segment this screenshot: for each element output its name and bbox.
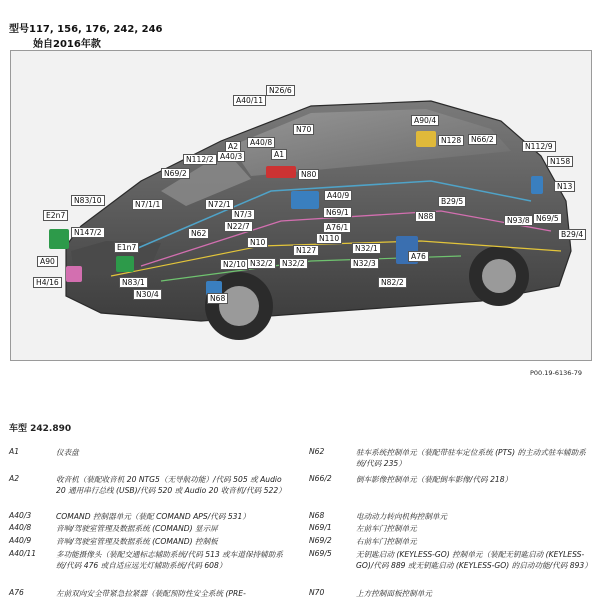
label-e1n7: E1n7 bbox=[114, 242, 139, 253]
label-a90-4: A90/4 bbox=[411, 115, 439, 126]
code-a40-11: A40/11 bbox=[9, 549, 37, 558]
code-a40-3: A40/3 bbox=[9, 511, 32, 520]
label-n30-4: N30/4 bbox=[133, 289, 162, 300]
desc-a40-3: COMAND 控制器单元（装配 COMAND APS/代码 531） bbox=[56, 512, 250, 521]
label-n66-2: N66/2 bbox=[468, 134, 497, 145]
desc-a2: 收音机（装配收音机 20 NTG5（无导航功能）/代码 505 或 Audio 20 通用串行总线 (USB)/代码 520 或 Audio 20 收音机/代码 522） bbox=[56, 475, 286, 495]
desc-n70: 上方控制面板控制单元 bbox=[356, 589, 432, 598]
label-n70: N70 bbox=[293, 124, 314, 135]
label-n110: N110 bbox=[316, 233, 342, 244]
label-b29-4: B29/4 bbox=[558, 229, 586, 240]
label-n127: N127 bbox=[293, 245, 319, 256]
label-n83-1: N83/1 bbox=[119, 277, 148, 288]
label-h4-16: H4/16 bbox=[33, 277, 62, 288]
label-n72-1: N72/1 bbox=[205, 199, 234, 210]
label-n128: N128 bbox=[438, 135, 464, 146]
label-a76: A76 bbox=[408, 251, 429, 262]
label-n158: N158 bbox=[547, 156, 573, 167]
label-n147-2: N147/2 bbox=[71, 227, 105, 238]
desc-a1: 仪表盘 bbox=[56, 448, 79, 457]
label-a1: A1 bbox=[271, 149, 287, 160]
label-n32-2a: N32/2 bbox=[279, 258, 308, 269]
desc-n69-5: 无钥匙启动 (KEYLESS-GO) 控制单元（装配无钥匙启动 (KEYLESS-GO)/代码 889 或无钥匙启动 (KEYLESS-GO) 的启动功能/代码 893） bbox=[356, 550, 592, 570]
code-a1: A1 bbox=[9, 447, 20, 456]
code-n62: N62 bbox=[309, 447, 325, 456]
code-n70: N70 bbox=[309, 588, 325, 597]
label-n69-5: N69/5 bbox=[533, 213, 562, 224]
label-a40-9: A40/9 bbox=[324, 190, 352, 201]
code-n69-2: N69/2 bbox=[309, 536, 332, 545]
label-b29-5: B29/5 bbox=[438, 196, 466, 207]
label-a2: A2 bbox=[225, 141, 241, 152]
label-n83-10: N83/10 bbox=[71, 195, 105, 206]
code-a2: A2 bbox=[9, 474, 20, 483]
code-n66-2: N66/2 bbox=[309, 474, 332, 483]
model-year: 始自2016年款 bbox=[33, 39, 101, 50]
label-n32-3: N32/3 bbox=[350, 258, 379, 269]
label-a76-1: A76/1 bbox=[323, 222, 351, 233]
label-a40-3: A40/3 bbox=[217, 151, 245, 162]
desc-n66-2: 倒车影像控制单元（装配倒车影像/代码 218） bbox=[356, 475, 513, 484]
desc-a40-8: 音响/驾驶室管理及数据系统 (COMAND) 显示屏 bbox=[56, 524, 218, 533]
label-n32-1: N32/1 bbox=[352, 243, 381, 254]
code-a40-8: A40/8 bbox=[9, 523, 32, 532]
label-n68: N68 bbox=[207, 293, 228, 304]
label-n7-3: N7/3 bbox=[231, 209, 255, 220]
code-n69-5: N69/5 bbox=[309, 549, 332, 558]
label-n22-7: N22/7 bbox=[224, 221, 253, 232]
model-numbers: 117, 156, 176, 242, 246 bbox=[29, 24, 163, 35]
label-a40-11: A40/11 bbox=[233, 95, 266, 106]
label-n26-6: N26/6 bbox=[266, 85, 295, 96]
label-n69-1: N69/1 bbox=[323, 207, 352, 218]
model-line bbox=[9, 20, 163, 35]
label-n13: N13 bbox=[554, 181, 575, 192]
code-n68: N68 bbox=[309, 511, 325, 520]
label-n69-2: N69/2 bbox=[161, 168, 190, 179]
desc-a76: 左前双向安全带紧急拉紧器（装配预防性安全系统 (PRE- bbox=[56, 589, 246, 598]
label-n112-2: N112/2 bbox=[183, 154, 217, 165]
label-e2n7: E2n7 bbox=[43, 210, 68, 221]
label-n93-8: N93/8 bbox=[504, 215, 533, 226]
label-n112-9: N112/9 bbox=[522, 141, 556, 152]
label-n80: N80 bbox=[298, 169, 319, 180]
label-a90: A90 bbox=[37, 256, 58, 267]
vehicle-illustration bbox=[11, 51, 592, 361]
figure-reference-code: P00.19-6136-79 bbox=[530, 369, 583, 377]
label-n62: N62 bbox=[188, 228, 209, 239]
desc-n68: 电动动力转向机构控制单元 bbox=[356, 512, 448, 521]
vehicle-diagram bbox=[10, 50, 592, 361]
code-n69-1: N69/1 bbox=[309, 523, 332, 532]
desc-n69-2: 右前车门控制单元 bbox=[356, 537, 417, 546]
desc-n69-1: 左前车门控制单元 bbox=[356, 524, 417, 533]
label-n88: N88 bbox=[415, 211, 436, 222]
label-n10: N10 bbox=[247, 237, 268, 248]
code-a40-9: A40/9 bbox=[9, 536, 32, 545]
section-title: 车型 242.890 bbox=[9, 424, 72, 434]
code-a76: A76 bbox=[9, 588, 24, 597]
label-n82-2: N82/2 bbox=[378, 277, 407, 288]
desc-a40-11: 多功能摄像头（装配交通标志辅助系统/代码 513 或车道保持辅助系统/代码 476 或自适应远光灯辅助系统/代码 608） bbox=[56, 550, 283, 570]
desc-n62: 驻车系统控制单元（装配带驻车定位系统 (PTS) 的主动式驻车辅助系统/代码 235） bbox=[356, 448, 586, 468]
label-n32-2b: N32/2 bbox=[247, 258, 276, 269]
label-n2-10: N2/10 bbox=[220, 259, 249, 270]
label-a40-8: A40/8 bbox=[247, 137, 275, 148]
model-prefix: 型号 bbox=[9, 24, 29, 35]
desc-a40-9: 音响/驾驶室管理及数据系统 (COMAND) 控制板 bbox=[56, 537, 218, 546]
label-n7-1-1: N7/1/1 bbox=[132, 199, 163, 210]
